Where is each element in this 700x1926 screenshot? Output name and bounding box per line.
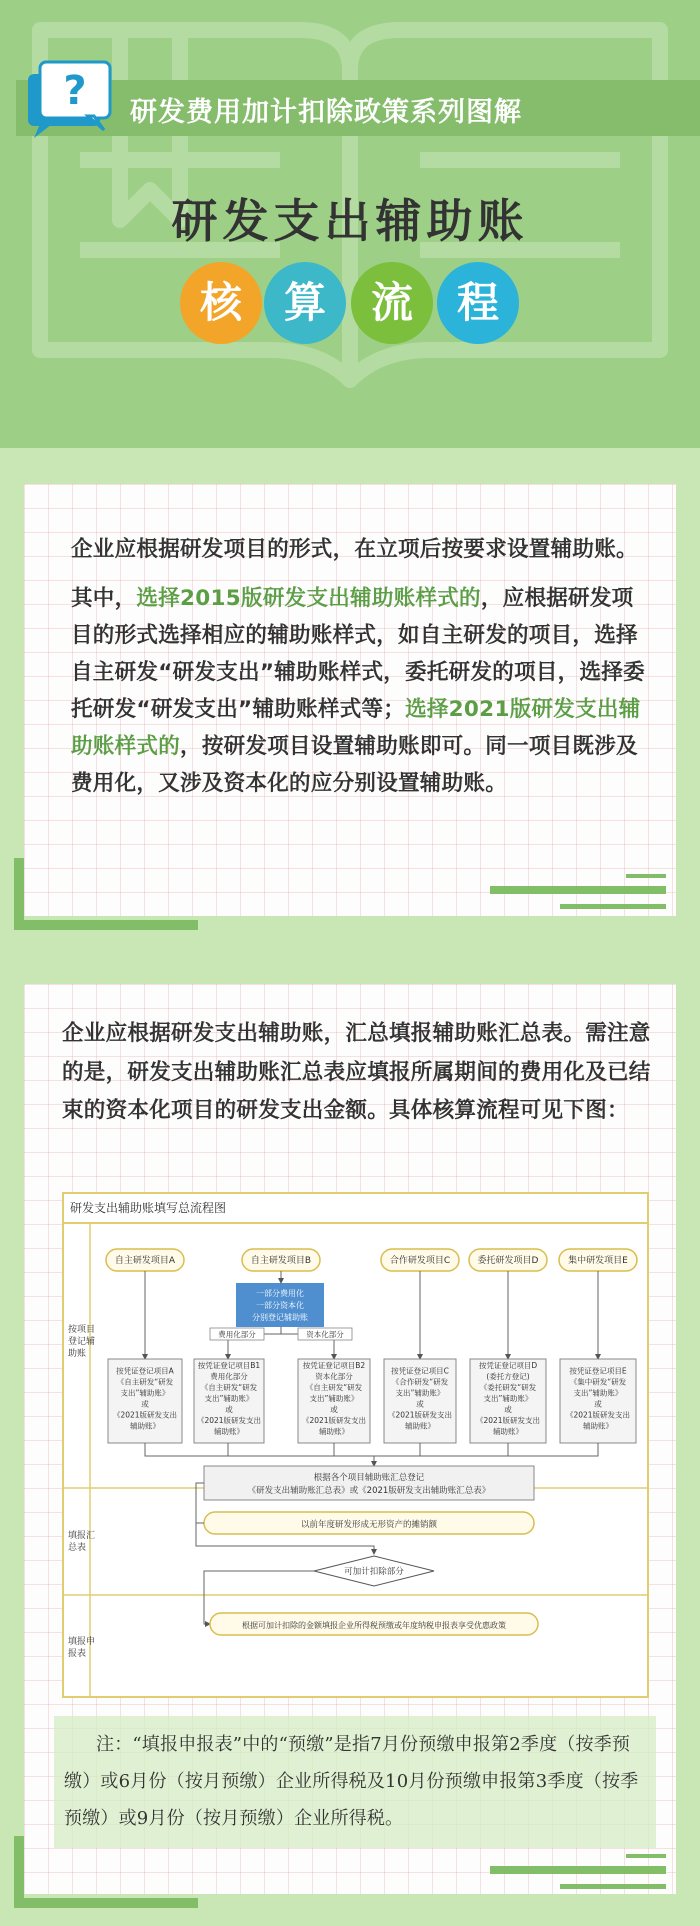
- project-label-a: 自主研发项目A: [114, 1256, 176, 1266]
- branch-label-expensed: 费用化部分: [218, 1330, 256, 1339]
- stripe-decoration: [560, 904, 666, 909]
- corner-decoration: [14, 920, 198, 930]
- project-label-c: 合作研发项目C: [389, 1256, 451, 1266]
- flowchart-title: 研发支出辅助账填写总流程图: [70, 1201, 227, 1215]
- stripe-decoration: [490, 886, 666, 894]
- ledger-text-1: 按凭证登记项目B1 费用化部分《自主研发“研发支出”辅助账》或《2021版研发支出辅助账》: [196, 1361, 262, 1436]
- circle-char-1: 核: [180, 262, 262, 344]
- split-line-2: 一部分资本化: [256, 1301, 304, 1310]
- stripe-decoration: [490, 1866, 666, 1874]
- ledger-text-3: 按凭证登记项目C 《合作研发“研发支出”辅助账》或《2021版研发支出辅助账》: [387, 1366, 453, 1431]
- project-label-b: 自主研发项目B: [250, 1256, 312, 1266]
- amortization-label: 以前年度研发形成无形资产的摊销额: [300, 1520, 438, 1530]
- circle-char-3: 流: [351, 262, 433, 344]
- summary-line-2: 《研发支出辅助账汇总表》或《2021版研发支出辅助账汇总表》: [247, 1486, 491, 1496]
- deductible-label: 可加计扣除部分: [344, 1567, 404, 1577]
- corner-decoration: [14, 1898, 198, 1908]
- highlight-2015: 选择2015版研发支出辅助账样式的: [136, 586, 481, 611]
- stripe-decoration: [560, 1884, 666, 1889]
- ledger-text-0: 按凭证登记项目A 《自主研发“研发支出”辅助账》或《2021版研发支出辅助账》: [112, 1366, 178, 1431]
- project-label-d: 委托研发项目D: [477, 1256, 539, 1266]
- flowchart: [62, 1192, 649, 1698]
- ledger-text-4: 按凭证登记项目D (委托方登记)《委托研发“研发支出”辅助账》或《2021版研发支出辅助账》: [475, 1361, 541, 1436]
- summary-line-1: 根据各个项目辅助账汇总登记: [313, 1473, 425, 1483]
- circle-char-2: 算: [264, 262, 346, 344]
- split-line-1: 一部分费用化: [256, 1289, 304, 1298]
- main-title: 研发支出辅助账: [171, 194, 529, 248]
- row-label-declaration: 填报申报表: [68, 1637, 96, 1659]
- ledger-text-5: 按凭证登记项目E 《集中研发“研发支出”辅助账》或《2021版研发支出辅助账》: [565, 1366, 631, 1431]
- highlight-2021: 选择2021版研发支出辅助账样式的: [71, 697, 641, 759]
- branch-label-capitalized: 资本化部分: [306, 1330, 344, 1339]
- section1-paragraph-2: 其中，选择2015版研发支出辅助账样式的，应根据研发项目的形式选择相应的辅助账样式，如自主研发的项目，选择自主研发“研发支出”辅助账样式，委托研发的项目，选择委托研发“研发支出”辅助账样式等；选择2021版研发支出辅助账样式的，按研发项目设置辅助账即可。同一项目既涉及费用化，又涉及资本化的应分别设置辅助账。: [71, 586, 645, 796]
- flowchart-svg: [64, 1194, 647, 1696]
- series-title: 研发费用加计扣除政策系列图解: [130, 97, 522, 128]
- note-text: 注：“填报申报表”中的“预缴”是指7月份预缴申报第2季度（按季预缴）或6月份（按月预缴）企业所得税及10月份预缴申报第3季度（按季预缴）或9月份（按月预缴）企业所得税。: [64, 1734, 639, 1829]
- ledger-text-2: 按凭证登记项目B2 资本化部分《自主研发“研发支出”辅助账》或《2021版研发支出辅助账》: [301, 1361, 367, 1436]
- split-line-3: 分别登记辅助账: [252, 1313, 308, 1322]
- stripe-decoration: [626, 874, 666, 878]
- title-circles: [0, 262, 700, 348]
- svg-text:?: ?: [63, 68, 87, 114]
- project-label-e: 集中研发项目E: [568, 1256, 628, 1266]
- section2-paragraph: 企业应根据研发支出辅助账，汇总填报辅助账汇总表。需注意的是，研发支出辅助账汇总表应填报所属期间的费用化及已结束的资本化项目的研发支出金额。具体核算流程可见下图：: [62, 1021, 651, 1123]
- stripe-decoration: [626, 1854, 666, 1858]
- row-label-summary: 填报汇总表: [68, 1531, 96, 1553]
- row-label-ledger: 按项目登记辅助账: [68, 1325, 96, 1359]
- header-banner: [0, 0, 700, 448]
- circle-char-4: 程: [437, 262, 519, 344]
- final-label: 根据可加计扣除的金额填报企业所得税预缴或年度纳税申报表享受优惠政策: [242, 1621, 506, 1630]
- section1-paragraph-1: 企业应根据研发项目的形式，在立项后按要求设置辅助账。: [71, 537, 638, 562]
- question-mark-chat-icon: [22, 56, 114, 138]
